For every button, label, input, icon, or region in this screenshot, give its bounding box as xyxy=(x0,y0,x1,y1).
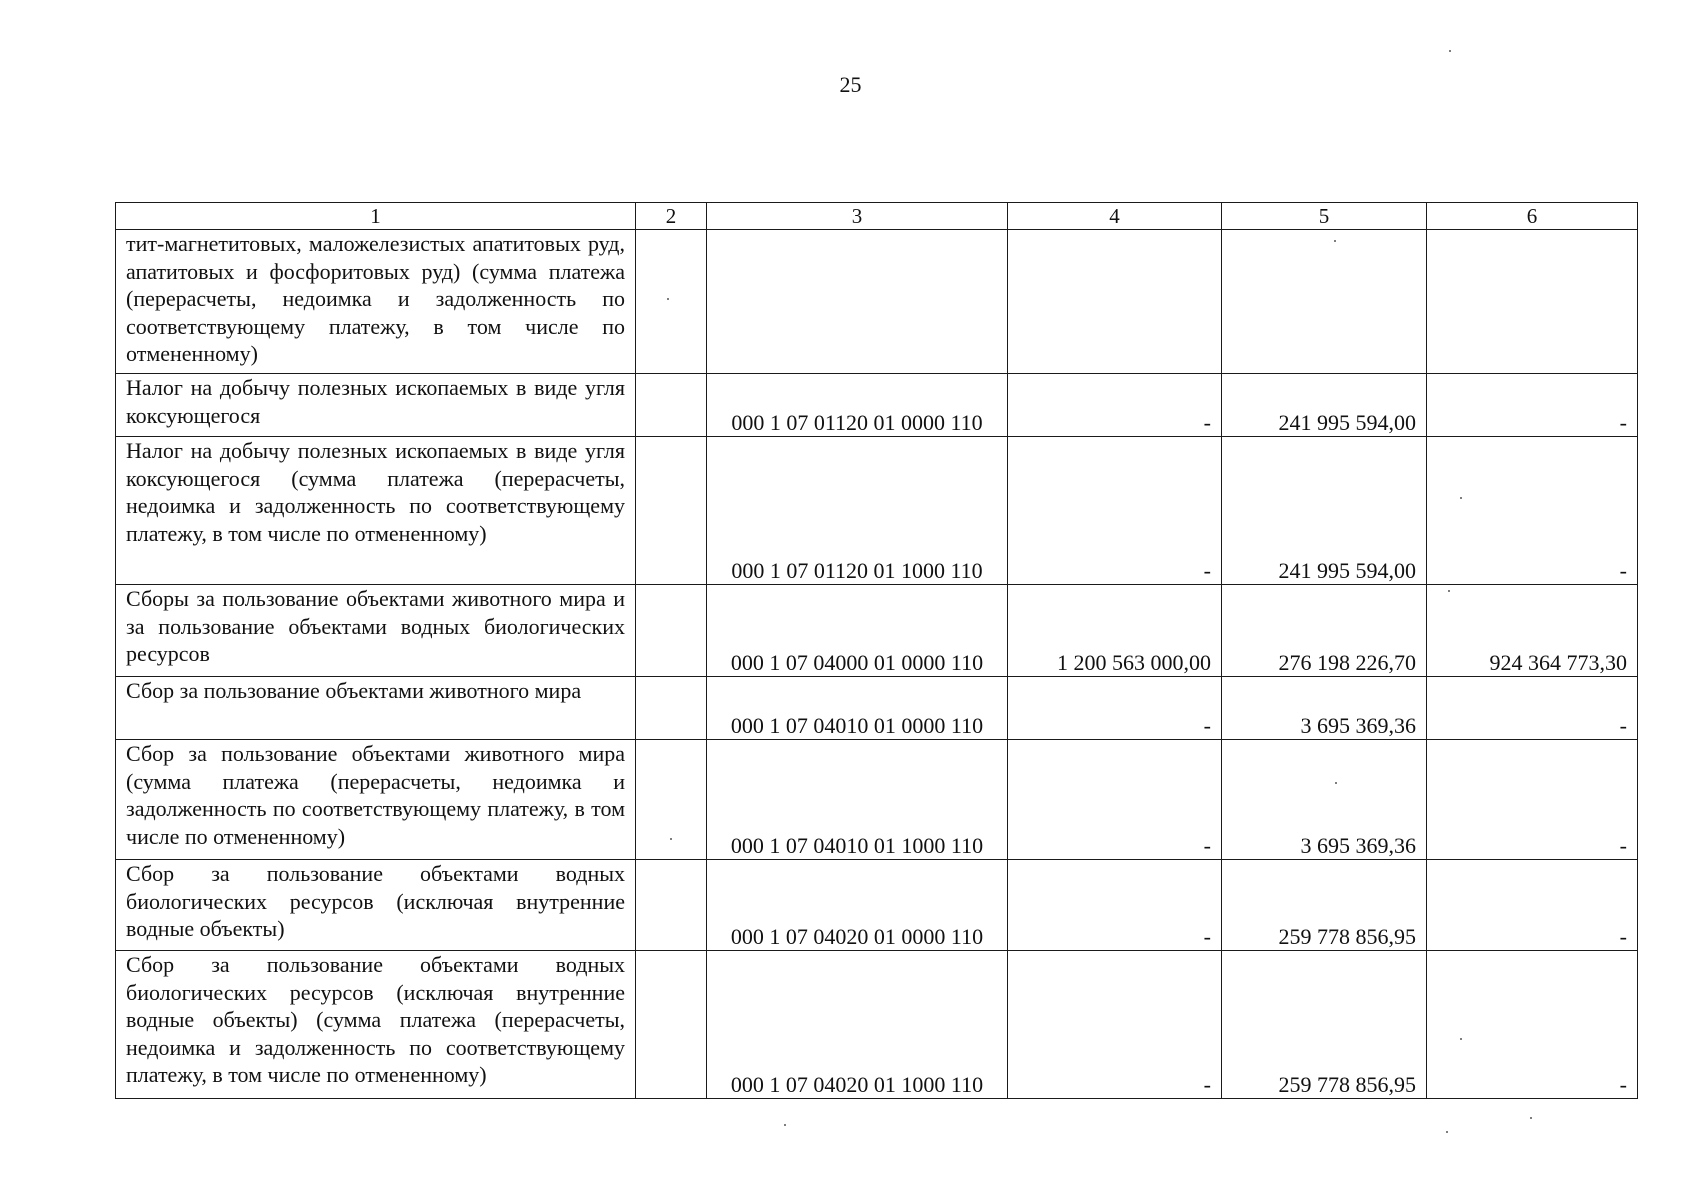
scan-speck xyxy=(1449,50,1451,52)
page-number: 25 xyxy=(839,72,862,97)
row-code-cell: 000 1 07 04020 01 0000 110 xyxy=(707,860,1008,951)
row-col4-cell: - xyxy=(1008,860,1222,951)
scan-speck xyxy=(784,1124,786,1126)
row-col5-cell: 259 778 856,95 xyxy=(1222,860,1427,951)
row-code-cell: 000 1 07 04000 01 0000 110 xyxy=(707,585,1008,677)
row-code-cell: 000 1 07 04020 01 1000 110 xyxy=(707,951,1008,1099)
scan-speck xyxy=(1448,590,1450,592)
scan-speck xyxy=(1460,1038,1462,1040)
row-col4-cell xyxy=(1008,230,1222,374)
scan-speck xyxy=(1446,1131,1448,1133)
scan-speck xyxy=(670,838,672,840)
row-col6-cell: - xyxy=(1427,740,1638,860)
row-code-cell: 000 1 07 04010 01 0000 110 xyxy=(707,677,1008,740)
column-number-row xyxy=(116,203,1638,230)
column-header-1: 1 xyxy=(116,203,636,230)
row-col5-cell: 3 695 369,36 xyxy=(1222,740,1427,860)
row-col6-cell: 924 364 773,30 xyxy=(1427,585,1638,677)
row-col2-cell xyxy=(636,951,707,1099)
table-row xyxy=(116,740,1638,860)
row-name-cell: Сбор за пользование объектами животного мира xyxy=(116,677,636,740)
row-col5-cell xyxy=(1222,230,1427,374)
table-row xyxy=(116,585,1638,677)
row-col4-cell: - xyxy=(1008,374,1222,437)
column-header-3: 3 xyxy=(707,203,1008,230)
row-col2-cell xyxy=(636,677,707,740)
row-code-cell: 000 1 07 01120 01 0000 110 xyxy=(707,374,1008,437)
row-code-cell: 000 1 07 04010 01 1000 110 xyxy=(707,740,1008,860)
table-row xyxy=(116,951,1638,1099)
scan-speck xyxy=(1335,782,1337,784)
row-col2-cell xyxy=(636,740,707,860)
column-header-6: 6 xyxy=(1427,203,1638,230)
row-col4-cell: - xyxy=(1008,951,1222,1099)
scan-speck xyxy=(667,298,669,300)
scan-speck xyxy=(1530,1117,1532,1119)
row-col4-cell: - xyxy=(1008,740,1222,860)
row-col6-cell: - xyxy=(1427,437,1638,585)
row-code-cell: 000 1 07 01120 01 1000 110 xyxy=(707,437,1008,585)
row-col2-cell xyxy=(636,230,707,374)
row-col6-cell: - xyxy=(1427,860,1638,951)
row-col4-cell: - xyxy=(1008,437,1222,585)
row-name-cell: Налог на добычу полезных ископаемых в виде угля коксующегося (сумма платежа (перерасчеты, недоимка и задолженность по соответствующему платежу, в том числе по отмененному) xyxy=(116,437,636,585)
revenue-table xyxy=(115,202,1638,1099)
table-row xyxy=(116,437,1638,585)
column-header-4: 4 xyxy=(1008,203,1222,230)
row-col5-cell: 276 198 226,70 xyxy=(1222,585,1427,677)
row-col5-cell: 241 995 594,00 xyxy=(1222,374,1427,437)
scan-speck xyxy=(1334,240,1336,242)
table-row xyxy=(116,860,1638,951)
scan-speck xyxy=(1460,497,1462,499)
row-name-cell: Сбор за пользование объектами водных биологических ресурсов (исключая внутренние водные объекты) (сумма платежа (перерасчеты, недоимка и задолженность по соответствующему платежу, в том числе по отмененному) xyxy=(116,951,636,1099)
row-col6-cell: - xyxy=(1427,374,1638,437)
row-col6-cell: - xyxy=(1427,951,1638,1099)
column-header-2: 2 xyxy=(636,203,707,230)
row-name-cell: Налог на добычу полезных ископаемых в виде угля коксующегося xyxy=(116,374,636,437)
row-col4-cell: - xyxy=(1008,677,1222,740)
column-header-5: 5 xyxy=(1222,203,1427,230)
row-name-cell: Сборы за пользование объектами животного мира и за пользование объектами водных биологических ресурсов xyxy=(116,585,636,677)
table-row xyxy=(116,230,1638,374)
row-name-cell: Сбор за пользование объектами животного мира (сумма платежа (перерасчеты, недоимка и задолженность по соответствующему платежу, в том числе по отмененному) xyxy=(116,740,636,860)
row-name-cell: тит-магнетитовых, маложелезистых апатитовых руд, апатитовых и фосфоритовых руд) (сумма платежа (перерасчеты, недоимка и задолженность по соответствующему платежу, в том числе по отмененному) xyxy=(116,230,636,374)
row-col6-cell xyxy=(1427,230,1638,374)
row-col4-cell: 1 200 563 000,00 xyxy=(1008,585,1222,677)
row-col6-cell: - xyxy=(1427,677,1638,740)
row-col2-cell xyxy=(636,374,707,437)
row-col2-cell xyxy=(636,437,707,585)
row-code-cell xyxy=(707,230,1008,374)
table-row xyxy=(116,374,1638,437)
row-col2-cell xyxy=(636,860,707,951)
table-row xyxy=(116,677,1638,740)
row-col2-cell xyxy=(636,585,707,677)
row-name-cell: Сбор за пользование объектами водных биологических ресурсов (исключая внутренние водные объекты) xyxy=(116,860,636,951)
row-col5-cell: 3 695 369,36 xyxy=(1222,677,1427,740)
row-col5-cell: 259 778 856,95 xyxy=(1222,951,1427,1099)
row-col5-cell: 241 995 594,00 xyxy=(1222,437,1427,585)
